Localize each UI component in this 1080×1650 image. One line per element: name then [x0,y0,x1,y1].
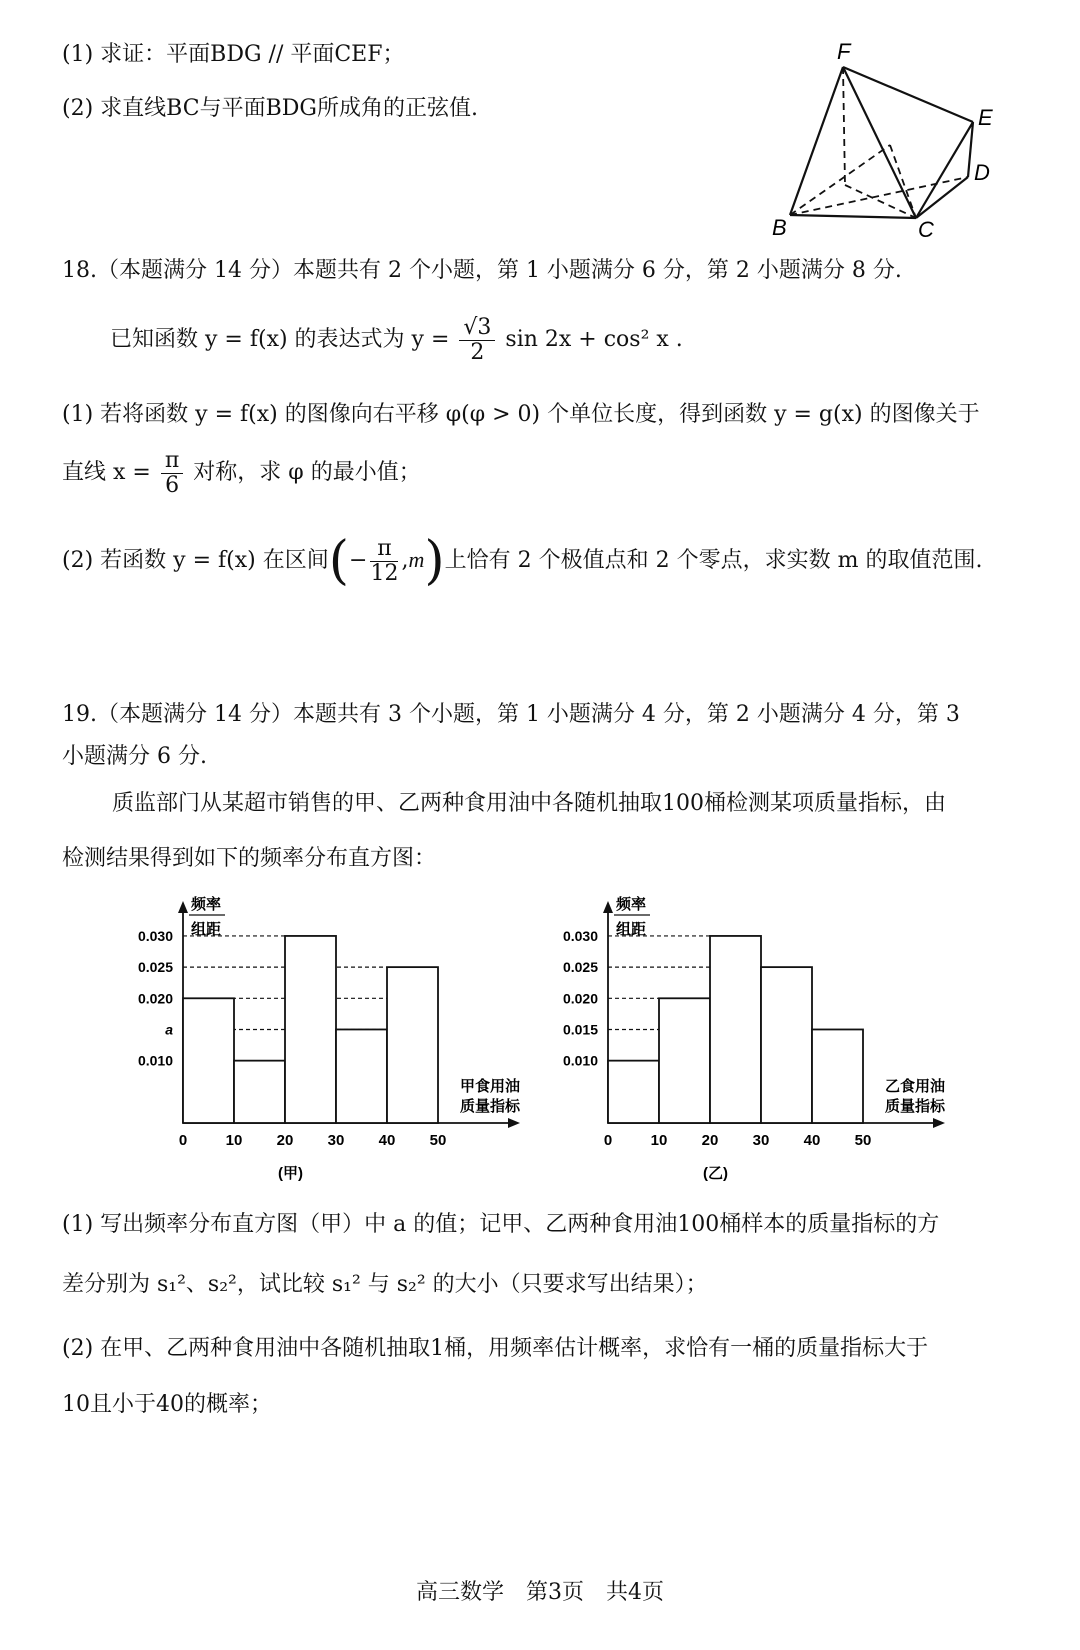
edge-FE [843,67,973,122]
y-axis-arrow [603,901,613,913]
q18-header: 18.（本题满分 14 分）本题共有 2 个小题，第 1 小题满分 6 分，第 2 小题满分 8 分. [62,258,902,283]
frac-den: 6 [165,472,180,498]
q19-part1-line1: (1) 写出频率分布直方图（甲）中 a 的值；记甲、乙两种食用油100桶样本的质量指标的方 [62,1212,940,1237]
frac-den: 2 [470,339,485,365]
left-paren: ( [328,531,350,591]
x-tick-label: 30 [752,1132,770,1149]
histogram-jia [120,885,540,1195]
q18-p1-prefix: 直线 x = [62,460,151,485]
histogram-bar [608,1061,659,1123]
y-label-top: 频率 [191,896,222,913]
frac-den: 12 [370,560,399,586]
vertex-B: B [772,215,787,240]
x-tick-label: 20 [276,1132,294,1149]
edge-FC [843,67,916,218]
q18-p2-prefix: (2) 若函数 y = f(x) 在区间 [62,548,329,573]
x-tick-label: 10 [650,1132,668,1149]
histogram-bar [336,1029,387,1123]
y-tick-label: 0.020 [562,990,598,1007]
y-tick-label: 0.020 [137,990,173,1007]
y-axis-arrow [178,901,188,913]
y-tick-label: 0.030 [562,927,598,944]
frac-num: π [370,537,398,562]
histogram-bar [387,967,438,1123]
page-footer: 高三数学 第3页 共4页 [416,1580,664,1605]
x-tick-label: 20 [701,1132,719,1149]
q18-part1-line2 [62,448,421,498]
pi-over-6 [161,449,183,498]
solid-figure [770,35,1010,240]
x-tick-label: 0 [178,1132,188,1149]
right-paren: ) [424,531,445,591]
vertex-D: D [974,160,990,185]
q18-p1-suffix: 对称，求 φ 的最小值； [193,460,421,485]
q18-part2: (2) 若函数 y = f(x) 在区间(− $\frac{\pi}{12}$ ,m)上恰有 2 个极值点和 2 个零点，求实数 m 的取值范围. [62,531,983,591]
histogram-bar [183,998,234,1123]
q18-function [110,315,683,365]
x-tick-label: 50 [854,1132,872,1149]
x-axis-arrow [508,1118,520,1128]
y-label-bottom: 组距 [191,921,222,938]
histogram-bar [812,1029,863,1123]
hidden-edge-5 [845,185,916,218]
histogram-bar [710,936,761,1123]
y-tick-label: 0.010 [137,1052,173,1069]
q19-intro-line2: 检测结果得到如下的频率分布直方图： [62,846,437,871]
chart-caption: (乙) [703,1165,728,1182]
q19-header-line2: 小题满分 6 分. [62,744,207,769]
histogram-bar [659,998,710,1123]
x-tick-label: 10 [225,1132,243,1149]
x-label-line2: 质量指标 [884,1098,945,1115]
q18-func-prefix: 已知函数 y = f(x) 的表达式为 y = [110,327,450,352]
x-label-line2: 质量指标 [459,1098,520,1115]
y-tick-label: 0.025 [137,959,173,976]
edge-BC [790,215,916,218]
y-label-top: 频率 [616,896,647,913]
x-axis-arrow [933,1118,945,1128]
x-label-line1: 甲食用油 [459,1078,520,1095]
x-tick-label: 40 [803,1132,821,1149]
x-tick-label: 0 [603,1132,613,1149]
y-tick-label: 0.010 [562,1052,598,1069]
y-tick-label: a [165,1021,173,1038]
vertex-E: E [978,105,993,130]
y-tick-label: 0.030 [137,927,173,944]
q18-part1-line1: (1) 若将函数 y = f(x) 的图像向右平移 φ(φ > 0) 个单位长度，得到函数 y = g(x) 的图像关于 [62,402,980,427]
edge-DC [916,177,968,218]
q18-func-suffix: sin 2x + cos² x . [505,327,683,352]
y-label-bottom: 组距 [616,921,647,938]
q17-part1: (1) 求证：平面BDG // 平面CEF； [62,42,405,67]
edge-EC [916,122,973,218]
frac-num: π [161,449,183,474]
histogram-bar [761,967,812,1123]
vertex-C: C [918,217,934,240]
edge-FB [790,67,843,215]
vertex-F: F [837,39,851,64]
y-tick-label: 0.025 [562,959,598,976]
histogram-bar [234,1061,285,1123]
q19-part2-line2: 10且小于40的概率； [62,1392,272,1417]
q19-part1-line2: 差分别为 s₁²、s₂²，试比较 s₁² 与 s₂² 的大小（只要求写出结果）； [62,1272,708,1297]
y-tick-label: 0.015 [562,1021,598,1038]
q19-intro-line1: 质监部门从某超市销售的甲、乙两种食用油中各随机抽取100桶检测某项质量指标，由 [112,791,946,816]
pi-over-12 [370,537,398,586]
q19-header-line1: 19.（本题满分 14 分）本题共有 3 个小题，第 1 小题满分 4 分，第 2 小题满分 4 分，第 3 [62,702,960,727]
histogram-bar [285,936,336,1123]
x-tick-label: 30 [327,1132,345,1149]
histogram-yi [545,885,965,1195]
x-label-line1: 乙食用油 [884,1078,945,1095]
frac-num: √3 [459,316,495,341]
hidden-edge-1 [843,67,845,185]
q19-part2-line1: (2) 在甲、乙两种食用油中各随机抽取1桶，用频率估计概率，求恰有一桶的质量指标大于 [62,1336,929,1361]
x-tick-label: 50 [429,1132,447,1149]
sqrt3-over-2 [459,316,495,365]
x-tick-label: 40 [378,1132,396,1149]
q18-p2-suffix: 上恰有 2 个极值点和 2 个零点，求实数 m 的取值范围. [444,548,983,573]
hidden-edge-2 [790,177,968,215]
q17-part2: (2) 求直线BC与平面BDG所成角的正弦值. [62,96,478,121]
chart-caption: (甲) [278,1165,303,1182]
